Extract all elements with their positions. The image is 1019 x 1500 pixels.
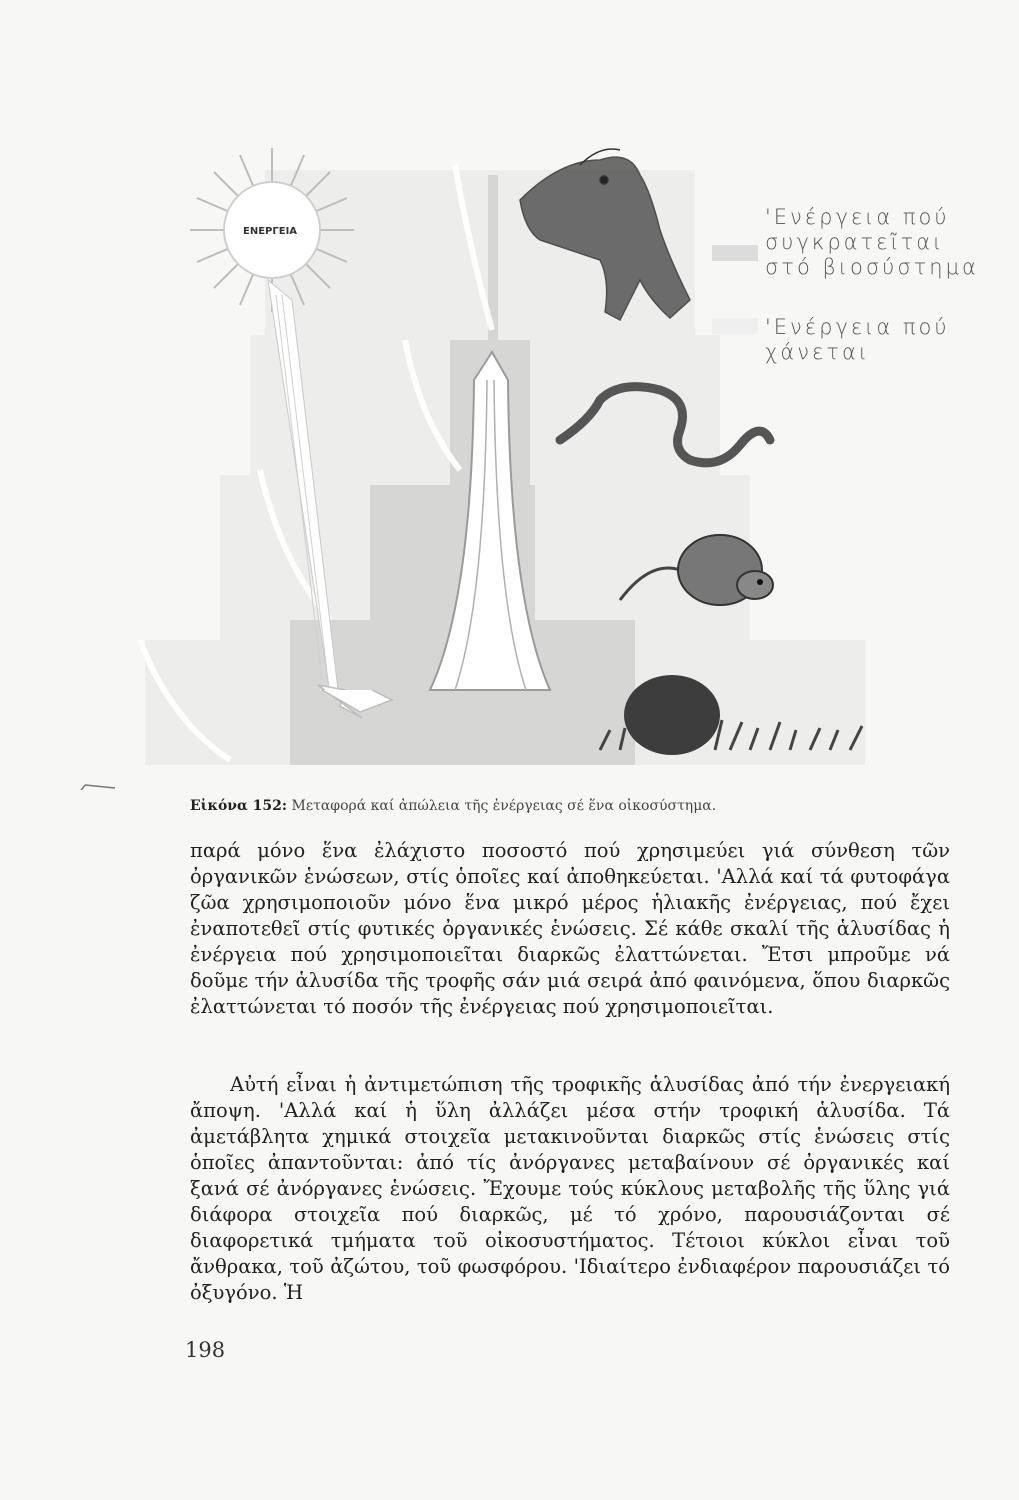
page-number: 198 [185, 1338, 226, 1362]
caption-label: Εἰκόνα 152: [190, 798, 288, 814]
legend-swatch-retained [712, 245, 758, 261]
caption-text: Μεταφορά καί ἀπώλεια τῆς ἐνέργειας σέ ἕνα οἰκοσύστημα. [291, 798, 717, 814]
legend-swatch-lost [712, 318, 758, 334]
legend-lost-label: 'Ενέργεια πού χάνεται [765, 315, 950, 364]
legend-retained-label: 'Ενέργεια πού συγκρατεῖται στό βιοσύστημα [765, 205, 979, 279]
paragraph-1: παρά μόνο ἕνα ἐλάχιστο ποσοστό πού χρησιμεύει γιά σύνθεση τῶν ὀργανικῶν ἑνώσεων, στίς ὁποῖες καί ἀποθηκεύεται. 'Αλλά καί τά φυτοφάγα ζῶα χρησιμοποιοῦν μόνο ἕνα μικρό μέρος ἡλιακῆς ἐνέργειας, πού ἔχει ἐναποτεθεῖ στίς φυτικές ὀργανικές ἑνώσεις. Σέ κάθε σκαλί τῆς ἁλυσίδας ἡ ἐνέργεια πού χρησιμοποιεῖται διαρκῶς ἐλαττώνεται. Ἔτσι μπροῦμε νά δοῦμε τήν ἁλυσίδα τῆς τροφῆς σάν μιά σειρά ἀπό φαινόμενα, ὅπου διαρκῶς ἐλαττώνεται τό ποσόν τῆς ἐνέργειας πού χρησιμοποιεῖται. [190, 839, 950, 1018]
paragraph-2: Αὐτή εἶναι ἡ ἀντιμετώπιση τῆς τροφικῆς ἁλυσίδας ἀπό τήν ἐνεργειακή ἄποψη. 'Αλλά καί ἡ ὕλη ἀλλάζει μέσα στήν τροφική ἁλυσίδα. Τά ἀμετάβλητα χημικά στοιχεῖα μετακινοῦνται διαρκῶς στίς ἑνώσεις στίς ὁποῖες ἀπαντοῦνται: ἀπό τίς ἀνόργανες μεταβαίνουν σέ ὀργανικές καί ξανά σέ ἀνόργανες ἑνώσεις. Ἔχουμε τούς κύκλους μεταβολῆς τῆς ὕλης γιά διάφορα στοιχεῖα πού διαρκῶς, μέ τό χρόνο, παρουσιάζονται σέ διαφορετικά τμήματα τοῦ οἰκοσυστήματος. Τέτοιοι κύκλοι εἶναι τοῦ ἄνθρακα, τοῦ ἀζώτου, τοῦ φωσφόρου. 'Ιδιαίτερο ἐνδιαφέρον παρουσιάζει τό ὀξυγόνο. Ἡ [190, 1073, 950, 1304]
margin-mark-tail [85, 785, 115, 788]
sun-label: ΕΝΕΡΓΕΙΑ [243, 226, 298, 237]
margin-mark [55, 785, 85, 790]
figure-caption [190, 798, 716, 814]
